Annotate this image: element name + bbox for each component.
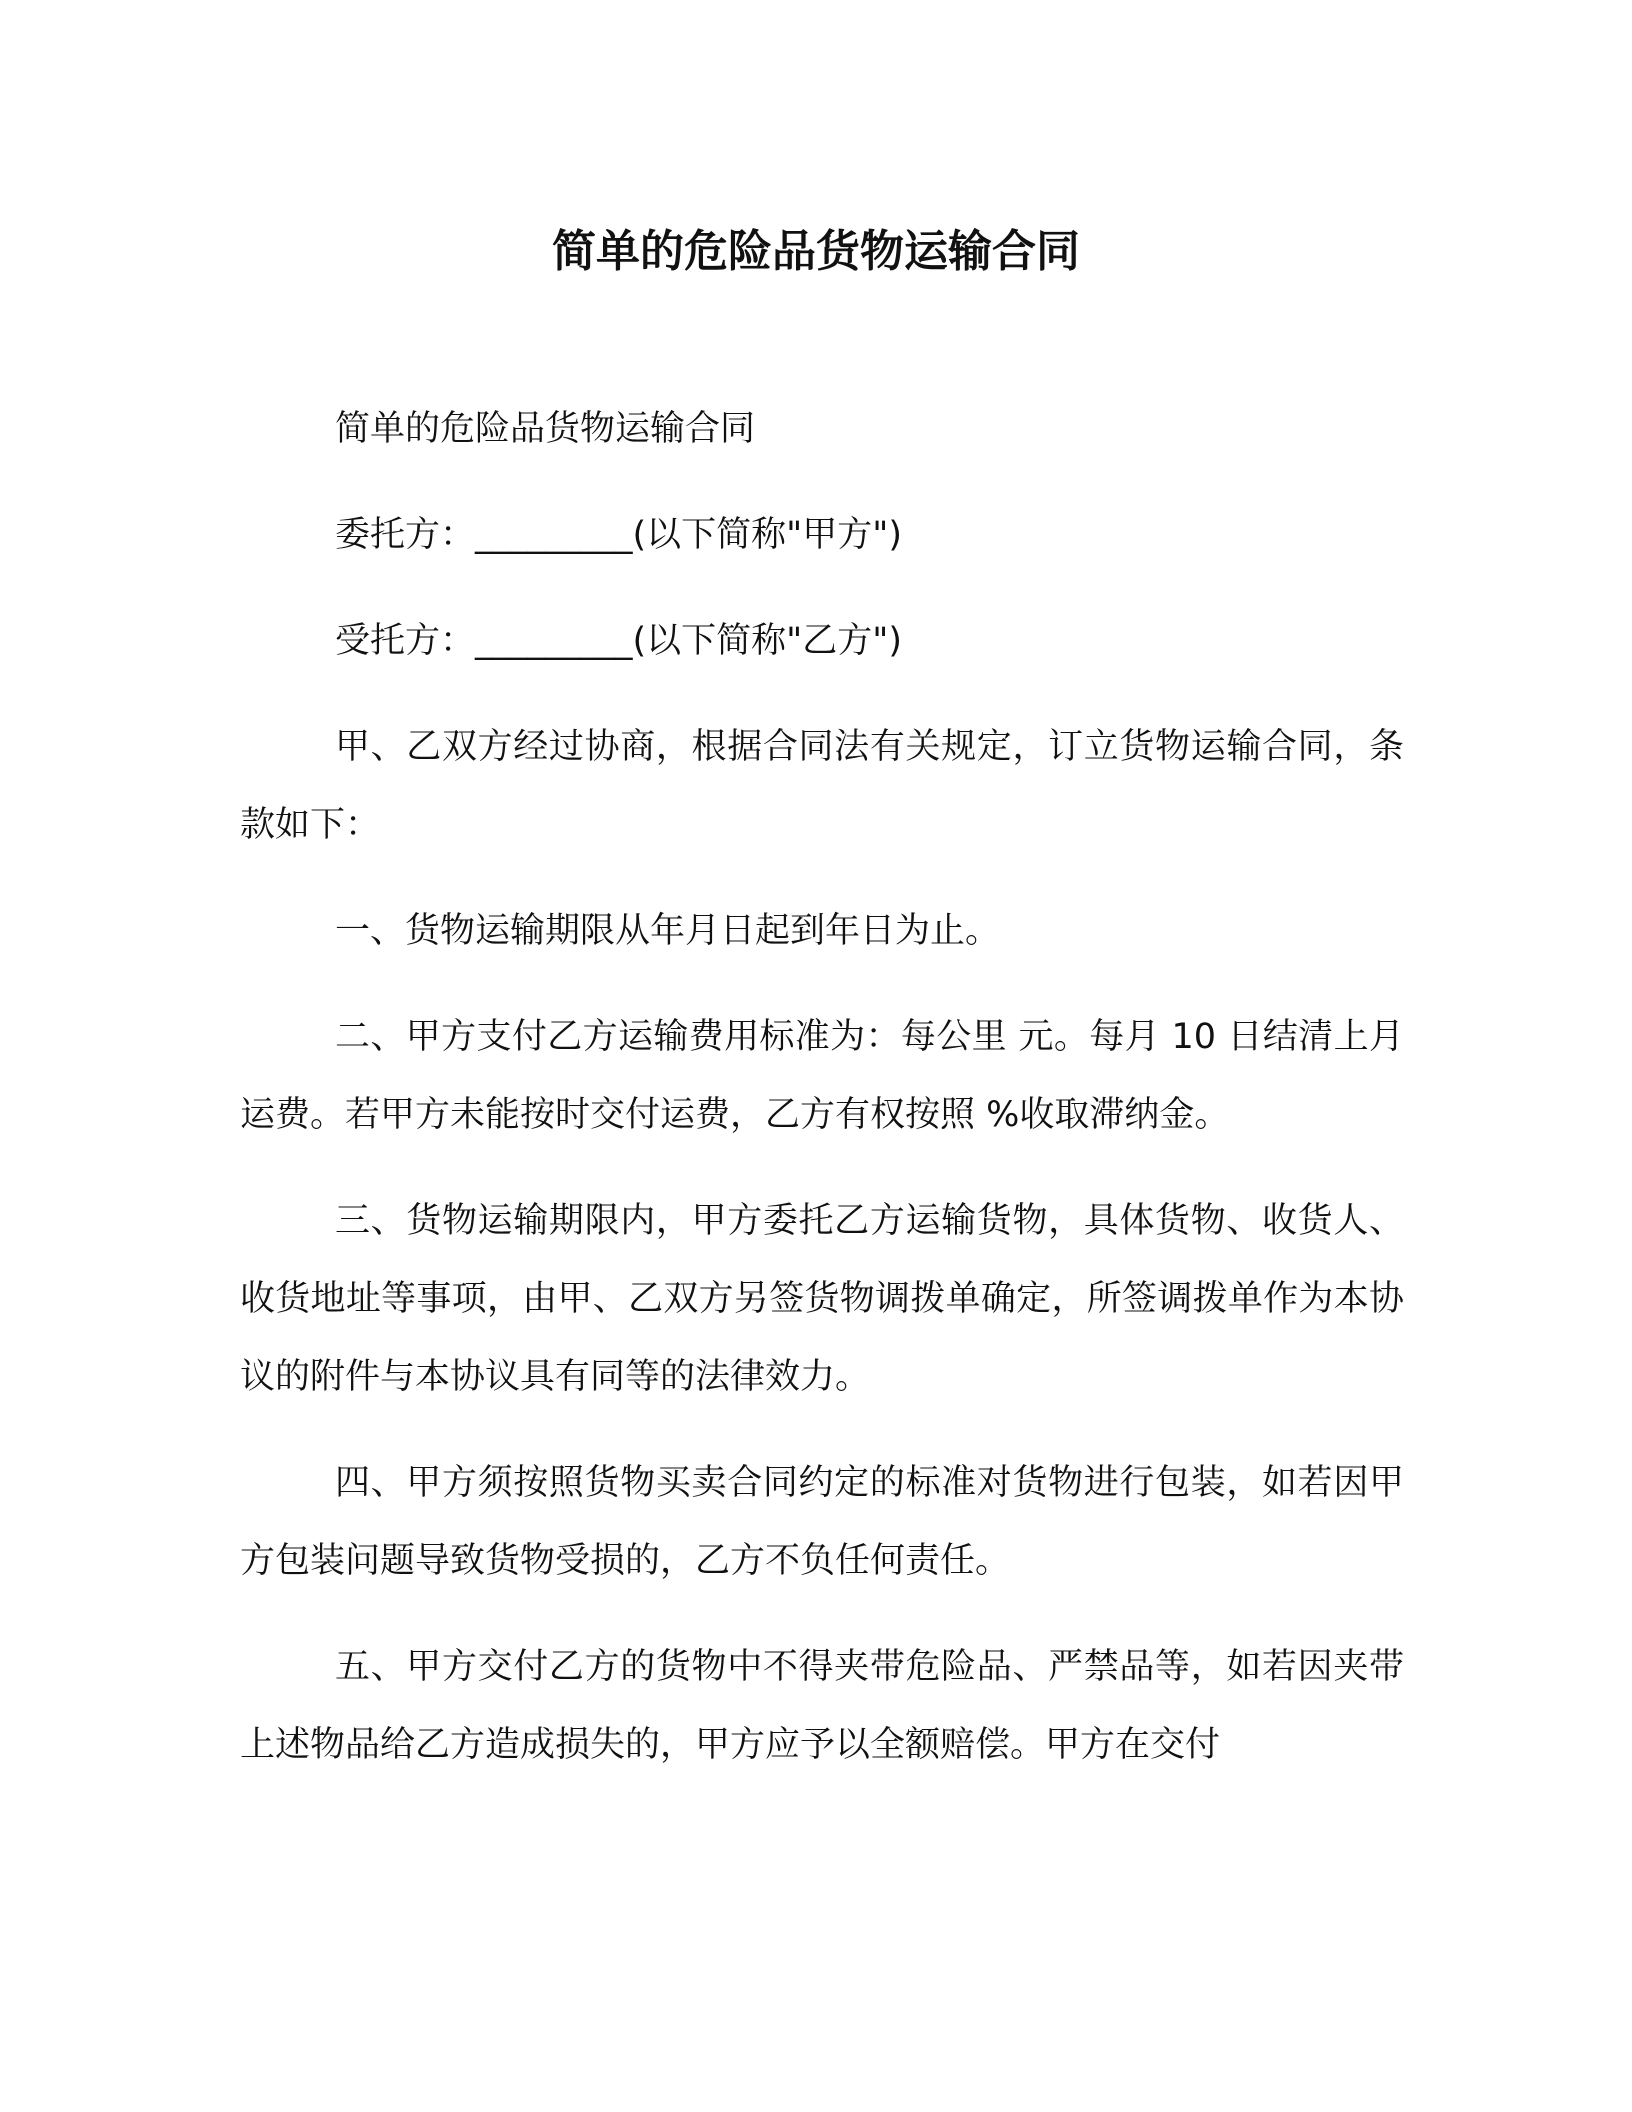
document-title: 简单的危险品货物运输合同 — [552, 226, 1080, 277]
paragraph-contractor: 受托方：_________(以下简称"乙方") — [335, 621, 903, 661]
paragraph-clause-2: 二、甲方支付乙方运输费用标准为：每公里 元。每月 10 日结清上月运费。若甲方未能按时交付运费，乙方有权按照 %收取滞纳金。 — [240, 1017, 1404, 1135]
paragraph-clause-1: 一、货物运输期限从年月日起到年日为止。 — [335, 911, 1001, 951]
paragraph-clause-4: 四、甲方须按照货物买卖合同约定的标准对货物进行包装，如若因甲方包装问题导致货物受损的，乙方不负任何责任。 — [240, 1463, 1404, 1581]
paragraph-clause-5: 五、甲方交付乙方的货物中不得夹带危险品、严禁品等，如若因夹带上述物品给乙方造成损失的，甲方应予以全额赔偿。甲方在交付 — [240, 1647, 1404, 1765]
paragraph-client: 委托方：_________(以下简称"甲方") — [335, 515, 903, 555]
document-body — [240, 390, 1404, 1812]
paragraph-clause-3: 三、货物运输期限内，甲方委托乙方运输货物，具体货物、收货人、收货地址等事项，由甲、乙双方另签货物调拨单确定，所签调拨单作为本协议的附件与本协议具有同等的法律效力。 — [240, 1201, 1404, 1397]
paragraph-preamble: 甲、乙双方经过协商，根据合同法有关规定，订立货物运输合同，条款如下： — [240, 727, 1404, 845]
paragraph-subtitle: 简单的危险品货物运输合同 — [335, 409, 756, 449]
